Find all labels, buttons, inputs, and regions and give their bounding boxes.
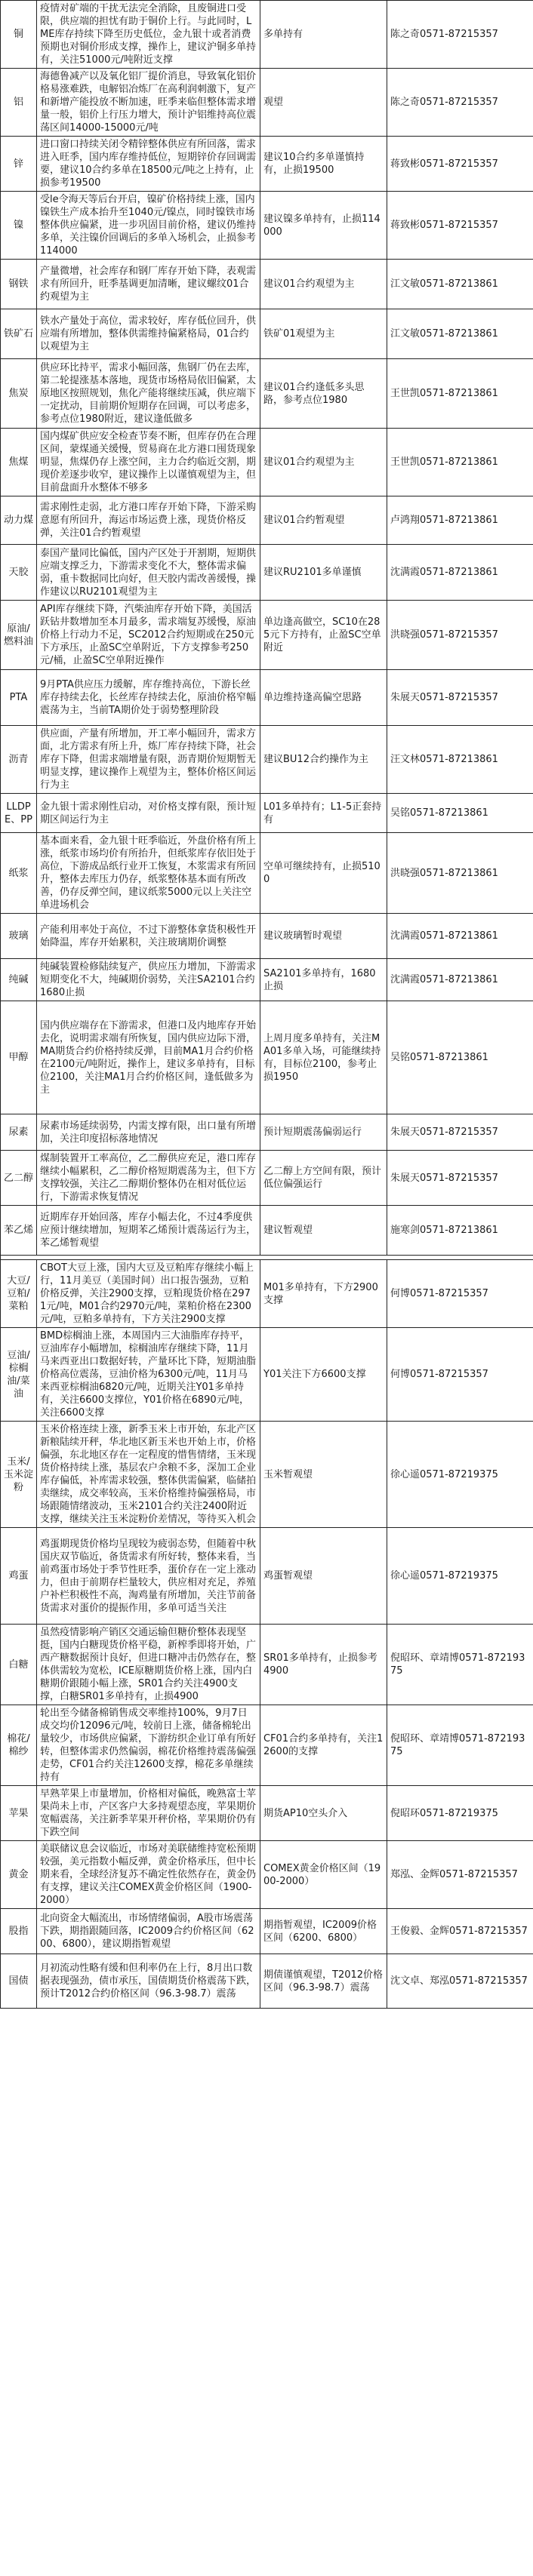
table-row — [1, 1705, 533, 1786]
analyst-contact: 朱展天0571-87215357 — [387, 1151, 533, 1206]
trading-strategy: COMEX黄金价格区间（1900-2000） — [260, 1841, 387, 1909]
commodity-name: 白糖 — [1, 1625, 37, 1705]
table-row — [1, 1528, 533, 1625]
market-analysis: API库存继续下降，汽柴油库存开始下降，美国活跃钻井数增加至本月最多，需求端复苏缓慢，原油价格上行动力不足，SC2012合约短期或在250元下方承压，止盈SC空单附近，下方支撑参考250元/桶，止盈SC空单附近操作 — [37, 601, 260, 670]
analyst-contact: 郑泓、金辉0571-87215357 — [387, 1841, 533, 1909]
table-row — [1, 260, 533, 309]
table-row — [1, 670, 533, 726]
commodity-name: PTA — [1, 670, 37, 726]
market-analysis: 煤制装置开工率高位，乙二醇供应充足，港口库存继续小幅累积，乙二醇价格短期震荡为主，但下方支撑较强，关注乙二醇期价整体仍在相对低位运行，下游需求恢复情况 — [37, 1151, 260, 1206]
commodity-name: 玉米/玉米淀粉 — [1, 1422, 37, 1528]
analyst-contact: 吴铭0571-87213861 — [387, 1001, 533, 1114]
table-row — [1, 309, 533, 359]
market-analysis: 疫情对矿端的干扰无法完全消除，且废铜进口受限，供应端的担忧有助于铜价上行。与此同时，LME库存持续下降至历史低位，金九银十或者消费预期也对铜价形成支撑，操作上，建议沪铜多单持有，关注51000元/吨附近支撑 — [37, 1, 260, 69]
table-row — [1, 1841, 533, 1909]
table-row — [1, 601, 533, 670]
table-row — [1, 1, 533, 69]
table-row — [1, 429, 533, 496]
market-analysis: 轮出至今储备棉销售成交率维持100%，9月7日成交均价12096元/吨，较前日上涨，储备棉轮出量较少，市场供应偏紧，下游纺织企业订单有所好转，但整体需求仍然偏弱，棉花价格维持震荡偏强走势，CF01合约关注12600支撑，棉花多单继续持有 — [37, 1705, 260, 1786]
trading-strategy: 期债谨慎观望，T2012价格区间（96.3-98.7）震荡 — [260, 1954, 387, 2009]
trading-strategy: 上周月度多单持有，关注MA01多单入场，可能继续持有，目标位2100，参考止损1950 — [260, 1001, 387, 1114]
analyst-contact: 徐心遥0571-87219375 — [387, 1528, 533, 1625]
analyst-contact: 倪昭环、章靖博0571-87219375 — [387, 1705, 533, 1786]
trading-strategy: 建议01合约观望为主 — [260, 429, 387, 496]
table-row — [1, 192, 533, 260]
trading-strategy: 建议RU2101多单谨慎 — [260, 545, 387, 601]
analyst-contact: 江文敏0571-87213861 — [387, 260, 533, 309]
table-row — [1, 794, 533, 833]
trading-strategy: 建议玻璃暂时观望 — [260, 914, 387, 959]
market-analysis: 泰国产量同比偏低，国内产区处于开割期，短期供应端支撑乏力，下游需求变化不大，整体需求偏弱，重卡数据同比向好，但天胶内需改善缓慢，操作建议以RU2101观望为主 — [37, 545, 260, 601]
trading-strategy: 预计短期震荡偏弱运行 — [260, 1114, 387, 1151]
trading-strategy: 建议镍多单持有，止损114000 — [260, 192, 387, 260]
analyst-contact: 洪晓强0571-87213861 — [387, 833, 533, 914]
analyst-contact: 沈满霞0571-87213861 — [387, 914, 533, 959]
commodity-name: 豆油/棕榈油/菜油 — [1, 1328, 37, 1422]
analyst-contact: 朱展天0571-87215357 — [387, 1114, 533, 1151]
table-row — [1, 959, 533, 1001]
analyst-contact: 王俊毅、金辉0571-87215357 — [387, 1909, 533, 1954]
analyst-contact: 陈之奇0571-87215357 — [387, 1, 533, 69]
table-row — [1, 1151, 533, 1206]
analyst-contact: 吴铭0571-87213861 — [387, 794, 533, 833]
market-analysis: 供应面，产量有所增加，开工率小幅回升，需求方面，北方需求有所上升，炼厂库存持续下降，社会库存下降，但需求端增量有限，沥青期价短期暂无明显支撑，建议操作上观望为主，整体价格区间运行为主 — [37, 726, 260, 794]
commodity-name: 镍 — [1, 192, 37, 260]
market-analysis: 近期库存开始回落，库存小幅去化，不过4季度供应预计继续增加，短期苯乙烯预计震荡运行为主，苯乙烯暂观望 — [37, 1206, 260, 1256]
analyst-contact: 蒋致彬0571-87215357 — [387, 192, 533, 260]
trading-strategy: L01多单持有；L1-5正套持有 — [260, 794, 387, 833]
trading-strategy: Y01关注下方6600支撑 — [260, 1328, 387, 1422]
market-analysis: CBOT大豆上涨，国内大豆及豆粕库存继续小幅上行，11月美豆（美国时间）出口报告强劲，豆粕价格反弹，关注2900支撑，豆粕现货价格在2971元/吨，M01合约2970元/吨，菜粕价格在2300元/吨，豆粕多单持有，下方关注2900支撑 — [37, 1260, 260, 1328]
commodity-name: 尿素 — [1, 1114, 37, 1151]
commodity-name: 苯乙烯 — [1, 1206, 37, 1256]
commodity-name: 苹果 — [1, 1786, 37, 1841]
trading-strategy: 铁矿01观望为主 — [260, 309, 387, 359]
commodity-name: 焦炭 — [1, 359, 37, 429]
market-analysis: 玉米价格连续上涨，新季玉米上市开始，东北产区新粮陆续开秤，华北地区新玉米也开始上市，价格偏强，东北地区存在一定程度的惜售情绪，玉米现货价格持续上涨，基层农户余粮不多，深加工企业库存偏低，补库需求较强，整体供需偏紧，临储拍卖继续，成交率较高，玉米价格维持偏强格局，市场跟随情绪波动，玉米2101合约关注2400附近支撑，继续关注玉米淀粉价差情况，等待买入机会 — [37, 1422, 260, 1528]
trading-strategy: 单边维持逢高偏空思路 — [260, 670, 387, 726]
commodity-name: 纸浆 — [1, 833, 37, 914]
market-analysis: 需求刚性走弱，北方港口库存开始下降，下游采购意愿有所回升，海运市场运费上涨，现货价格反弹，关注01合约暂观望 — [37, 496, 260, 545]
market-analysis: BMD棕榈油上涨，本周国内三大油脂库存持平，豆油库存小幅增加，棕榈油库存继续下降，11月马来西亚出口数据好转，产量环比下降，短期油脂价格高位震荡，豆油价格为6300元/吨，11月马来西亚棕榈油6820元/吨，近期关注Y01多单持有，关注6600支撑位，Y01价格在6890元/吨，关注6600支撑 — [37, 1328, 260, 1422]
commodity-name: 大豆/豆粕/菜粕 — [1, 1260, 37, 1328]
analyst-contact: 何博0571-87215357 — [387, 1328, 533, 1422]
table-row — [1, 137, 533, 192]
table-row — [1, 1328, 533, 1422]
market-analysis: 受le令海天等后台开启，镍矿价格持续上涨，国内镍铁生产成本抬升至1040元/镍点，同时镍铁市场整体供应偏紧，进一步巩固目前价格，建议仍维持多单，关注镍价回调后的多单入场机会，止损参考114000 — [37, 192, 260, 260]
analyst-contact: 蒋致彬0571-87215357 — [387, 137, 533, 192]
analyst-contact: 沈满霞0571-87213861 — [387, 959, 533, 1001]
commodity-name: 甲醇 — [1, 1001, 37, 1114]
table-row — [1, 1260, 533, 1328]
commodity-name: LLDPE、PP — [1, 794, 37, 833]
market-analysis: 月初流动性略有缓和但利率仍在上行，8月出口数据表现强劲，债市承压，国债期货价格震荡下跌，预计T2012合约价格区间（96.3-98.7）震荡 — [37, 1954, 260, 2009]
analyst-contact: 汪文林0571-87213861 — [387, 726, 533, 794]
analyst-contact: 徐心遥0571-87219375 — [387, 1422, 533, 1528]
commodity-name: 焦煤 — [1, 429, 37, 496]
table-row — [1, 1001, 533, 1114]
strategy-table-body — [1, 1, 533, 2009]
market-analysis: 进口窗口持续关闭令精锌整体供应有所回落，需求进入旺季，国内库存维持低位，短期锌价存回调需要，建议10合约多单在18500元/吨之上持有，止损参考19500 — [37, 137, 260, 192]
analyst-contact: 卢鸿翔0571-87213861 — [387, 496, 533, 545]
commodity-name: 天胶 — [1, 545, 37, 601]
market-analysis: 早熟苹果上市量增加，价格相对偏低，晚熟富士苹果尚未上市，产区客户大多持观望态度，苹果期价宽幅震荡，关注新季苹果开秤价格，苹果期价仍有下跌空间 — [37, 1786, 260, 1841]
trading-strategy: SA2101多单持有，1680止损 — [260, 959, 387, 1001]
table-row — [1, 496, 533, 545]
trading-strategy: 单边逢高做空，SC10在285元下方持有，止盈SC空单附近 — [260, 601, 387, 670]
trading-strategy: 建议01合约观望为主 — [260, 260, 387, 309]
market-analysis: 虽然疫情影响产销区交通运输但糖价整体表现坚挺，国内白糖现货价格平稳，新榨季即将开始，广西产糖数据预计良好，但进口糖冲击仍然存在，整体供需较为宽松，ICE原糖期货价格上涨，国内白糖期价跟随小幅上涨，SR01合约关注4900支撑，白糖SR01多单持有，止损4900 — [37, 1625, 260, 1705]
analyst-contact: 何博0571-87215357 — [387, 1260, 533, 1328]
commodity-name: 乙二醇 — [1, 1151, 37, 1206]
commodity-name: 黄金 — [1, 1841, 37, 1909]
commodity-name: 原油/燃料油 — [1, 601, 37, 670]
table-row — [1, 726, 533, 794]
analyst-contact: 陈之奇0571-87215357 — [387, 69, 533, 137]
market-analysis: 美联储议息会议临近，市场对美联储维持宽松预期较强，美元指数小幅反弹，黄金价格承压，但中长期来看，全球经济复苏不确定性依然存在，黄金仍有支撑，建议关注COMEX黄金价格区间（1900-2000） — [37, 1841, 260, 1909]
trading-strategy: 期指暂观望，IC2009价格区间（6200、6800） — [260, 1909, 387, 1954]
commodity-name: 铁矿石 — [1, 309, 37, 359]
market-analysis: 金九银十需求刚性启动，对价格支撑有限，预计短期区间运行为主 — [37, 794, 260, 833]
commodity-name: 铜 — [1, 1, 37, 69]
table-row — [1, 1954, 533, 2009]
table-row — [1, 545, 533, 601]
table-row — [1, 1422, 533, 1528]
commodity-name: 锌 — [1, 137, 37, 192]
analyst-contact: 倪昭环0571-87219375 — [387, 1786, 533, 1841]
trading-strategy: 玉米暂观望 — [260, 1422, 387, 1528]
analyst-contact: 王世凯0571-87213861 — [387, 359, 533, 429]
trading-strategy: 建议01合约逢低多头思路，参考点位1980 — [260, 359, 387, 429]
market-analysis: 鸡蛋期现货价格均呈现较为疲弱态势，但随着中秋国庆双节临近，备货需求有所好转，整体来看，当前鸡蛋市场处于季节性旺季，蛋价存在一定上涨动力，但由于前期存栏量较大，供应相对充足，养殖户补栏积极性不高，淘鸡量有所增加，关注节前备货需求对蛋价的提振作用，多单可适当关注 — [37, 1528, 260, 1625]
analyst-contact: 朱展天0571-87215357 — [387, 670, 533, 726]
analyst-contact: 倪昭环、章靖博0571-87219375 — [387, 1625, 533, 1705]
trading-strategy: 建议01合约暂观望 — [260, 496, 387, 545]
market-analysis: 尿素市场延续弱势，内需支撑有限，出口量有所增加，关注印度招标落地情况 — [37, 1114, 260, 1151]
market-analysis: 产能利用率处于高位，不过下游整体拿货积极性开始降温，库存开始累积，关注玻璃期价调整 — [37, 914, 260, 959]
market-analysis: 基本面来看，金九银十旺季临近，外盘价格有所上涨，纸浆市场均价有所抬升，但纸浆库存依旧处于高位，下游成品纸行业开工恢复，木浆需求有所回升，整体去库压力仍存，纸浆整体基本面有所改善，仍存反弹空间，建议纸浆5000元以上关注空单进场机会 — [37, 833, 260, 914]
commodity-name: 动力煤 — [1, 496, 37, 545]
commodity-name: 沥青 — [1, 726, 37, 794]
commodity-name: 鸡蛋 — [1, 1528, 37, 1625]
trading-strategy: 多单持有 — [260, 1, 387, 69]
trading-strategy: 乙二醇上方空间有限，预计低位偏强运行 — [260, 1151, 387, 1206]
trading-strategy: 建议10合约多单谨慎持有，止损19500 — [260, 137, 387, 192]
commodity-name: 玻璃 — [1, 914, 37, 959]
market-analysis: 供应环比持平，需求小幅回落，焦钢厂仍在去库，第二轮提涨基本落地，现货市场格局依旧偏紧，太原地区按照规划，焦化产能将继续压减，供应端下一定扰动，目前期价短期存在回调，可以考虑多，参考点位1980附近，建议逢低做多 — [37, 359, 260, 429]
market-analysis: 纯碱装置检修陆续复产，供应压力增加，下游需求短期变化不大，纯碱期价弱势，关注SA2101合约1680止损 — [37, 959, 260, 1001]
analyst-contact: 沈文卓、郑泓0571-87215357 — [387, 1954, 533, 2009]
trading-strategy: 建议BU12合约操作为主 — [260, 726, 387, 794]
analyst-contact: 江文敏0571-87213861 — [387, 309, 533, 359]
market-analysis: 国内煤矿供应安全检查节奏不断，但库存仍在合理区间，蒙煤通关缓慢，贸易商在北方港口囤货现象明显，焦煤仍存上涨空间，主力合约临近交割，期现价差逐步收窄，建议操作上以谨慎观望为主，但目前盘面升水整体不够多 — [37, 429, 260, 496]
market-analysis: 海德鲁减产以及氧化铝厂提价消息，导致氧化铝价格易涨难跌，电解铝冶炼厂在高利润刺激下，复产和新增产能投放不断加速，旺季来临但整体需求增量一般，铝价上行压力增大，预计沪铝维持高位震荡区间14000-15000元/吨 — [37, 69, 260, 137]
table-row — [1, 69, 533, 137]
table-row — [1, 1909, 533, 1954]
table-row — [1, 1114, 533, 1151]
analyst-contact: 沈满霞0571-87213861 — [387, 545, 533, 601]
trading-strategy: 期货AP10空头介入 — [260, 1786, 387, 1841]
trading-strategy: 观望 — [260, 69, 387, 137]
analyst-contact: 施寒剑0571-87213861 — [387, 1206, 533, 1256]
commodity-name: 铝 — [1, 69, 37, 137]
commodity-name: 国债 — [1, 1954, 37, 2009]
commodity-name: 纯碱 — [1, 959, 37, 1001]
table-row — [1, 359, 533, 429]
market-analysis: 9月PTA供应压力缓解，库存维持高位，下游长丝库存持续去化，长丝库存持续去化，原油价格窄幅震荡为主，当前TA期价处于弱势整理阶段 — [37, 670, 260, 726]
trading-strategy: SR01多单持有，止损参考4900 — [260, 1625, 387, 1705]
market-analysis: 产量微增，社会库存和钢厂库存开始下降，表观需求有所回升，旺季基调更加清晰，建议螺纹01合约观望为主 — [37, 260, 260, 309]
analyst-contact: 洪晓强0571-87215357 — [387, 601, 533, 670]
table-row — [1, 1206, 533, 1256]
market-analysis: 北向资金大幅流出，市场情绪偏弱，A股市场震荡下跌，期指跟随回落，IC2009合约价格区间（6200、6800），建议期指暂观望 — [37, 1909, 260, 1954]
table-row — [1, 1625, 533, 1705]
trading-strategy: 鸡蛋暂观望 — [260, 1528, 387, 1625]
market-analysis: 铁水产量处于高位，需求较好，库存低位回升，供应端有所增加，整体供需维持偏紧格局，01合约以观望为主 — [37, 309, 260, 359]
trading-strategy: 空单可继续持有，止损5100 — [260, 833, 387, 914]
trading-strategy: CF01合约多单持有，关注12600的支撑 — [260, 1705, 387, 1786]
commodity-name: 股指 — [1, 1909, 37, 1954]
trading-strategy: M01多单持有，下方2900支撑 — [260, 1260, 387, 1328]
commodity-name: 棉花/棉纱 — [1, 1705, 37, 1786]
analyst-contact: 王世凯0571-87213861 — [387, 429, 533, 496]
trading-strategy: 建议暂观望 — [260, 1206, 387, 1256]
market-analysis: 国内供应端存在下游需求，但港口及内地库存开始去化，说明需求端有所恢复，国内供应边际下滑，MA期货合约价格持续反弹，目前MA1月合约价格在2100元/吨附近，操作上，建议多单持有，目标位2100，关注MA1月合约价格区间，逢低做多为主 — [37, 1001, 260, 1114]
commodity-name: 钢铁 — [1, 260, 37, 309]
table-row — [1, 833, 533, 914]
table-row — [1, 914, 533, 959]
table-row — [1, 1786, 533, 1841]
